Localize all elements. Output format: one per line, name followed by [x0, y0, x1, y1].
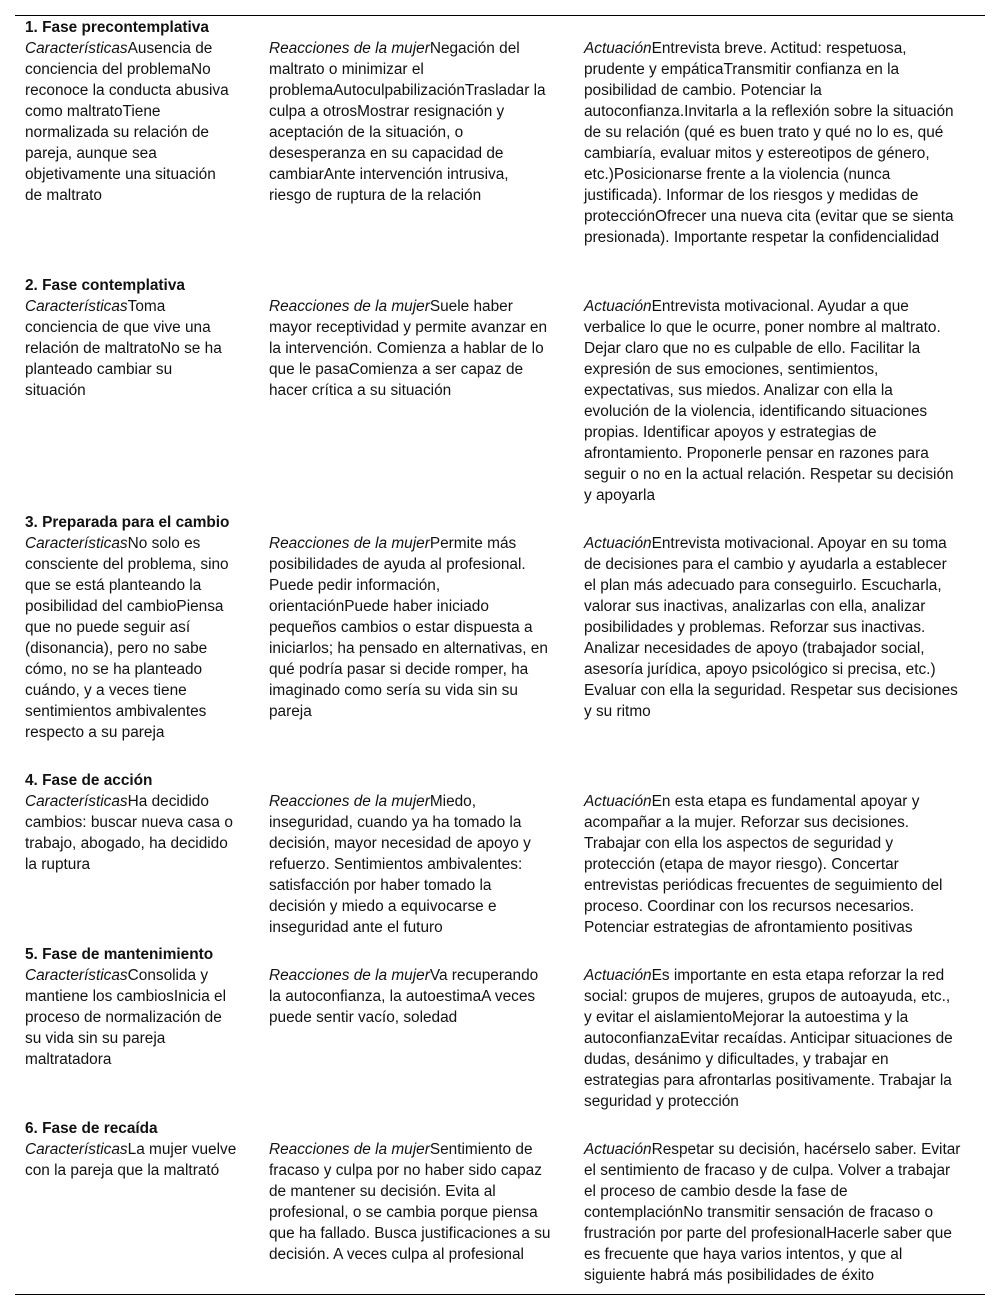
reacciones-label: Reacciones de la mujer — [269, 967, 430, 984]
reacciones-label: Reacciones de la mujer — [269, 535, 430, 552]
caracteristicas-cell — [25, 791, 237, 875]
reacciones-cell — [269, 38, 551, 206]
actuacion-cell — [584, 533, 962, 722]
actuacion-cell — [584, 296, 962, 506]
table-bottom-rule — [15, 1294, 985, 1295]
caracteristicas-text: Toma conciencia de que vive una relación de maltratoNo se ha planteado cambiar su situación — [25, 298, 222, 399]
actuacion-cell — [584, 1139, 962, 1286]
actuacion-label: Actuación — [584, 967, 652, 984]
reacciones-text: Miedo, inseguridad, cuando ya ha tomado la decisión, mayor necesidad de apoyo y refuerzo. Sentimientos ambivalentes: satisfacción por haber tomado la decisión y miedo a equivocarse e inseguridad ante el futuro — [269, 793, 531, 936]
actuacion-text: Entrevista breve. Actitud: respetuosa, prudente y empáticaTransmitir confianza en la posibilidad de cambio. Potenciar la autoconfianza.Invitarla a la reflexión sobre la situación de su relación (qué es buen trato y qué no lo es, qué cambiaría, evaluar mitos y estereotipos de género, etc.)Posicionarse frente a la violencia (nunca justificada). Informar de los riesgos y medidas de protecciónOfrecer una nueva cita (evitar que se sienta presionada). Importante respetar la confidencialidad — [584, 40, 954, 246]
reacciones-label: Reacciones de la mujer — [269, 1141, 430, 1158]
caracteristicas-text: Ha decidido cambios: buscar nueva casa o trabajo, abogado, ha decidido la ruptura — [25, 793, 233, 873]
caracteristicas-text: La mujer vuelve con la pareja que la maltrató — [25, 1141, 237, 1179]
reacciones-label: Reacciones de la mujer — [269, 793, 430, 810]
phase-row — [25, 1118, 985, 1284]
actuacion-label: Actuación — [584, 793, 652, 810]
actuacion-label: Actuación — [584, 1141, 652, 1158]
reacciones-cell — [269, 533, 551, 722]
caracteristicas-label: Características — [25, 298, 128, 315]
actuacion-cell — [584, 965, 962, 1112]
caracteristicas-label: Características — [25, 793, 128, 810]
phase-title: 4. Fase de acción — [25, 772, 153, 789]
actuacion-label: Actuación — [584, 40, 652, 57]
actuacion-text: Respetar su decisión, hacérselo saber. Evitar el sentimiento de fracaso y de culpa. Volver a trabajar el proceso de cambio desde la fase de contemplaciónNo transmitir sensación de fracaso o frustración por parte del profesionalHacerle saber que es frecuente que haya varios intentos, y que al siguiente habrá más posibilidades de éxito — [584, 1141, 961, 1284]
reacciones-label: Reacciones de la mujer — [269, 298, 430, 315]
reacciones-text: Sentimiento de fracaso y culpa por no haber sido capaz de mantener su decisión. Evita al profesional, o se cambia porque piensa que ha fallado. Busca justificaciones a su decisión. A veces culpa al profesional — [269, 1141, 551, 1263]
phase-title: 2. Fase contemplativa — [25, 277, 185, 294]
reacciones-label: Reacciones de la mujer — [269, 40, 430, 57]
actuacion-cell — [584, 791, 962, 938]
actuacion-text: Entrevista motivacional. Apoyar en su toma de decisiones para el cambio y ayudarla a establecer el plan más adecuado para conseguirlo. Escucharla, valorar sus inactivas, analizarlas con ella, analizar posibilidades y problemas. Reforzar sus inactivas. Analizar necesidades de apoyo (trabajador social, asesoría jurídica, apoyo psicológico si precisa, etc.) Evaluar con ella la seguridad. Respetar sus decisiones y su ritmo — [584, 535, 958, 720]
caracteristicas-label: Características — [25, 40, 128, 57]
table-top-rule — [15, 15, 985, 16]
caracteristicas-label: Características — [25, 1141, 128, 1158]
phase-title: 3. Preparada para el cambio — [25, 514, 230, 531]
caracteristicas-text: Ausencia de conciencia del problemaNo reconoce la conducta abusiva como maltratoTiene normalizada su relación de pareja, aunque sea objetivamente una situación de maltrato — [25, 40, 229, 204]
actuacion-cell — [584, 38, 962, 248]
caracteristicas-cell — [25, 533, 237, 743]
phase-row — [25, 17, 985, 246]
caracteristicas-cell — [25, 1139, 237, 1181]
reacciones-cell — [269, 1139, 551, 1265]
actuacion-label: Actuación — [584, 535, 652, 552]
actuacion-text: Es importante en esta etapa reforzar la red social: grupos de mujeres, grupos de autoayuda, etc., y evitar el aislamientoMejorar la autoestima y la autoconfianzaEvitar recaídas. Anticipar situaciones de dudas, desánimo y dificultades, y trabajar en estrategias para afrontarlas positivamente. Trabajar la seguridad y protección — [584, 967, 953, 1110]
actuacion-text: En esta etapa es fundamental apoyar y acompañar a la mujer. Reforzar sus decisiones. Trabajar con ella los aspectos de seguridad y protección (etapa de mayor riesgo). Concertar entrevistas periódicas frecuentes de seguimiento del proceso. Coordinar con los recursos necesarios. Potenciar estrategias de afrontamiento positivas — [584, 793, 943, 936]
phase-row — [25, 275, 985, 504]
caracteristicas-text: No solo es consciente del problema, sino que se está planteando la posibilidad del cambioPiensa que no puede seguir así (disonancia), pero no sabe cómo, no se ha planteado cuándo, y a veces tiene sentimientos ambivalentes respecto a su pareja — [25, 535, 229, 741]
reacciones-cell — [269, 296, 551, 401]
caracteristicas-cell — [25, 296, 237, 401]
phase-title: 5. Fase de mantenimiento — [25, 946, 214, 963]
reacciones-text: Va recuperando la autoconfianza, la autoestimaA veces puede sentir vacío, soledad — [269, 967, 539, 1026]
actuacion-text: Entrevista motivacional. Ayudar a que verbalice lo que le ocurre, poner nombre al maltrato. Dejar claro que no es culpable de ello. Facilitar la expresión de sus emociones, sentimientos, expectativas, sus miedos. Analizar con ella la evolución de la violencia, identificando situaciones propias. Identificar apoyos y estrategias de afrontamiento. Proponerle pensar en razones para seguir o no en la actual relación. Respetar su decisión y apoyarla — [584, 298, 954, 504]
caracteristicas-cell — [25, 38, 237, 206]
phase-row — [25, 770, 985, 936]
reacciones-text: Permite más posibilidades de ayuda al profesional. Puede pedir información, orientaciónPuede haber iniciado pequeños cambios o estar dispuesta a iniciarlos; ha pensado en alternativas, en qué podría pasar si decide romper, ha imaginado como sería su vida sin su pareja — [269, 535, 548, 720]
phase-row — [25, 944, 985, 1110]
reacciones-text: Suele haber mayor receptividad y permite avanzar en la intervención. Comienza a hablar de lo que le pasaComienza a ser capaz de hacer crítica a su situación — [269, 298, 548, 399]
phase-title: 1. Fase precontemplativa — [25, 19, 209, 36]
caracteristicas-label: Características — [25, 967, 128, 984]
phase-title: 6. Fase de recaída — [25, 1120, 158, 1137]
caracteristicas-text: Consolida y mantiene los cambiosInicia el proceso de normalización de su vida sin su pareja maltratadora — [25, 967, 227, 1068]
actuacion-label: Actuación — [584, 298, 652, 315]
phase-row — [25, 512, 985, 741]
caracteristicas-cell — [25, 965, 237, 1070]
reacciones-cell — [269, 965, 551, 1028]
reacciones-cell — [269, 791, 551, 938]
reacciones-text: Negación del maltrato o minimizar el problemaAutoculpabilizaciónTrasladar la culpa a otrosMostrar resignación y aceptación de la situación, o desesperanza en su capacidad de cambiarAnte intervención intrusiva, riesgo de ruptura de la relación — [269, 40, 546, 204]
caracteristicas-label: Características — [25, 535, 128, 552]
